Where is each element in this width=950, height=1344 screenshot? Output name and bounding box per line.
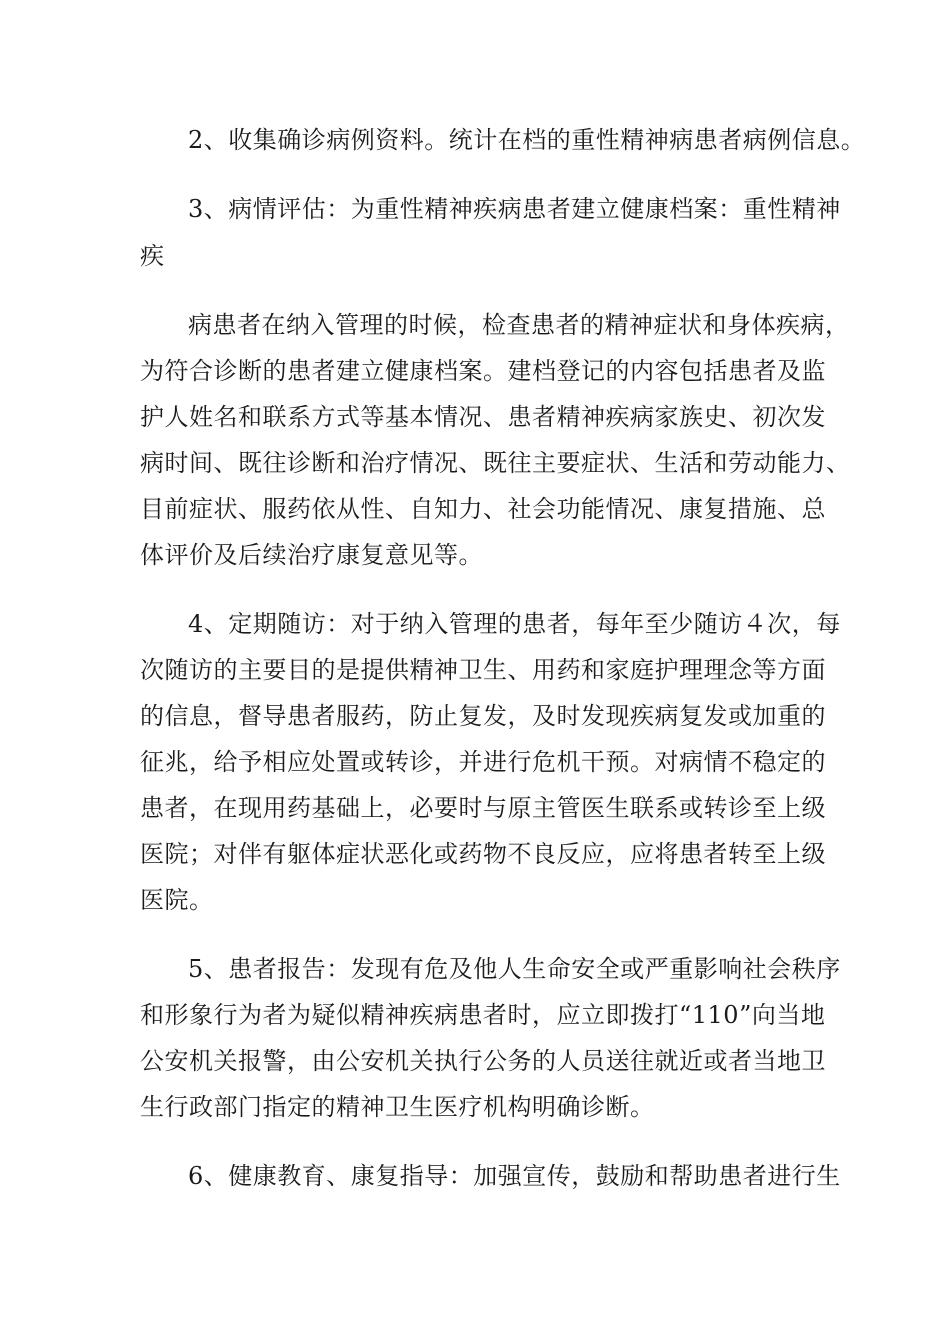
item-4-line-3: 的信息，督导患者服药，防止复发，及时发现疾病复发或加重的 [140, 702, 826, 730]
item-4-line-7: 医院。 [140, 886, 214, 914]
paragraph-line-4: 病时间、既往诊断和治疗情况、既往主要症状、生活和劳动能力、 [140, 449, 851, 477]
item-5-line-3: 公安机关报警，由公安机关执行公务的人员送往就近或者当地卫 [140, 1047, 826, 1075]
item-5-line-4: 生行政部门指定的精神卫生医疗机构明确诊断。 [140, 1093, 655, 1121]
item-5-line-1: 5、患者报告：发现有危及他人生命安全或严重影响社会秩序 [188, 955, 841, 983]
item-3-line-1: 3、病情评估：为重性精神疾病患者建立健康档案：重性精神 [188, 195, 841, 223]
item-4-line-5: 患者，在现用药基础上，必要时与原主管医生联系或转诊至上级 [140, 794, 826, 822]
item-2-line-1: 2、收集确诊病例资料。统计在档的重性精神病患者病例信息。 [188, 126, 866, 154]
paragraph-line-6: 体评价及后续治疗康复意见等。 [140, 541, 483, 569]
item-3-line-2: 疾 [140, 242, 165, 270]
item-6-line-1: 6、健康教育、康复指导：加强宣传，鼓励和帮助患者进行生 [188, 1162, 841, 1190]
paragraph-line-3: 护人姓名和联系方式等基本情况、患者精神疾病家族史、初次发 [140, 403, 826, 431]
item-4-line-1: 4、定期随访：对于纳入管理的患者，每年至少随访４次，每 [188, 610, 841, 638]
item-4-line-2: 次随访的主要目的是提供精神卫生、用药和家庭护理理念等方面 [140, 656, 826, 684]
item-5-line-2: 和形象行为者为疑似精神疾病患者时，应立即拨打“110”向当地 [140, 1001, 826, 1029]
paragraph-line-2: 为符合诊断的患者建立健康档案。建档登记的内容包括患者及监 [140, 357, 826, 385]
item-4-line-6: 医院；对伴有躯体症状恶化或药物不良反应，应将患者转至上级 [140, 840, 826, 868]
paragraph-line-1: 病患者在纳入管理的时候，检查患者的精神症状和身体疾病， [188, 311, 850, 339]
item-4-line-4: 征兆，给予相应处置或转诊，并进行危机干预。对病情不稳定的 [140, 748, 826, 776]
paragraph-line-5: 目前症状、服药依从性、自知力、社会功能情况、康复措施、总 [140, 495, 826, 523]
